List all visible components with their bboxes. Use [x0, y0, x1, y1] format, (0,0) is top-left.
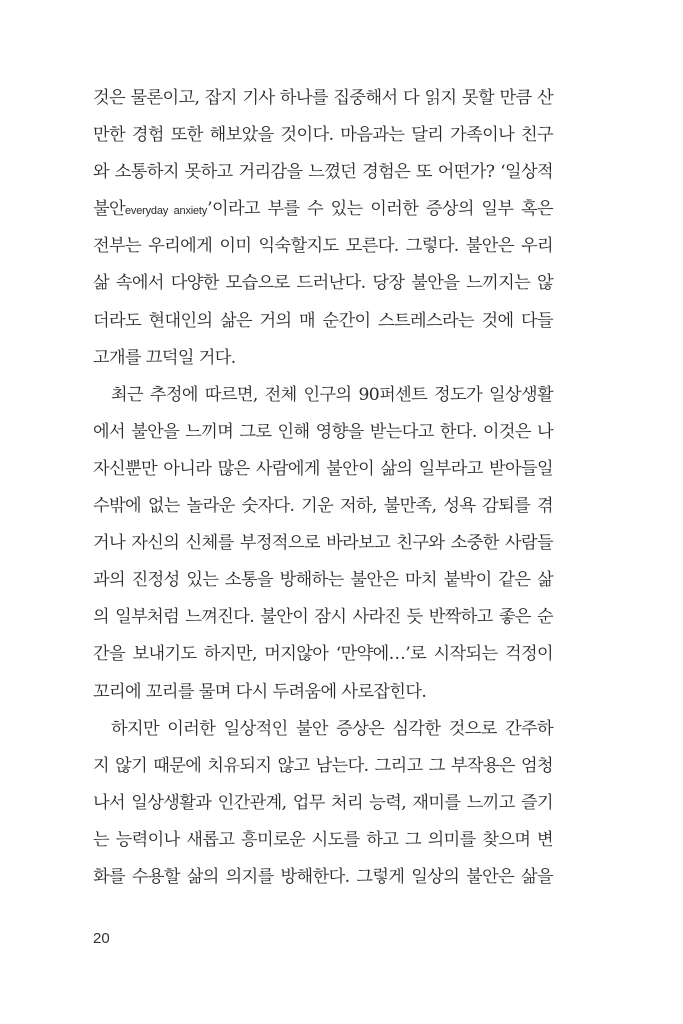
text-line: 간을 보내기도 하지만, 머지않아 ‘만약에…’로 시작되는 걱정이: [93, 644, 553, 665]
text-line: 만한 경험 또한 해보았을 것이다. 마음과는 달리 가족이나 친구: [93, 125, 553, 146]
text-line: 지 않기 때문에 치유되지 않고 남는다. 그리고 그 부작용은 엄청: [93, 755, 553, 776]
text-line: 하지만 이러한 일상적인 불안 증상은 심각한 것으로 간주하: [111, 718, 553, 739]
text-line: 화를 수용할 삶의 의지를 방해한다. 그렇게 일상의 불안은 삶을: [93, 866, 553, 887]
body-text: [93, 80, 553, 896]
text-line: 수밖에 없는 놀라운 숫자다. 기운 저하, 불만족, 성욕 감퇴를 겪: [93, 496, 553, 517]
text-line-with-english: [93, 191, 553, 228]
text-line: 는 능력이나 새롭고 흥미로운 시도를 하고 그 의미를 찾으며 변: [93, 829, 553, 850]
text-line: 꼬리에 꼬리를 물며 다시 두려움에 사로잡힌다.: [93, 681, 427, 702]
text-line: 의 일부처럼 느껴진다. 불안이 잠시 사라진 듯 반짝하고 좋은 순: [93, 607, 553, 628]
text-line: 삶 속에서 다양한 모습으로 드러난다. 당장 불안을 느끼지는 않: [93, 273, 553, 294]
text-line: 전부는 우리에게 이미 익숙할지도 모른다. 그렇다. 불안은 우리: [93, 236, 553, 257]
text-line: 과의 진정성 있는 소통을 방해하는 불안은 마치 붙박이 같은 삶: [93, 570, 553, 591]
text-line: 나서 일상생활과 인간관계, 업무 처리 능력, 재미를 느끼고 즐기: [93, 792, 553, 813]
text-line: 자신뿐만 아니라 많은 사람에게 불안이 삶의 일부라고 받아들일: [93, 458, 553, 479]
text-line: 고개를 끄덕일 거다.: [93, 347, 236, 368]
text-line: 에서 불안을 느끼며 그로 인해 영향을 받는다고 한다. 이것은 나: [93, 421, 553, 442]
text-line: 것은 물론이고, 잡지 기사 하나를 집중해서 다 읽지 못할 만큼 산: [93, 88, 553, 108]
korean-term: 불안: [93, 199, 126, 220]
text-line: 와 소통하지 못하고 거리감을 느꼈던 경험은 또 어떤가? ‘일상적: [93, 162, 553, 183]
text-line: 최근 추정에 따르면, 전체 인구의 90퍼센트 정도가 일상생활: [111, 384, 553, 405]
text-line: 더라도 현대인의 삶은 거의 매 순간이 스트레스라는 것에 다들: [93, 310, 553, 331]
english-gloss: everyday anxiety: [125, 205, 208, 218]
page-number: 20: [93, 930, 110, 947]
text-line: 거나 자신의 신체를 부정적으로 바라보고 친구와 소중한 사람들: [93, 533, 553, 554]
line-continuation: ’이라고 부를 수 있는 이러한 증상의 일부 혹은: [207, 199, 554, 220]
